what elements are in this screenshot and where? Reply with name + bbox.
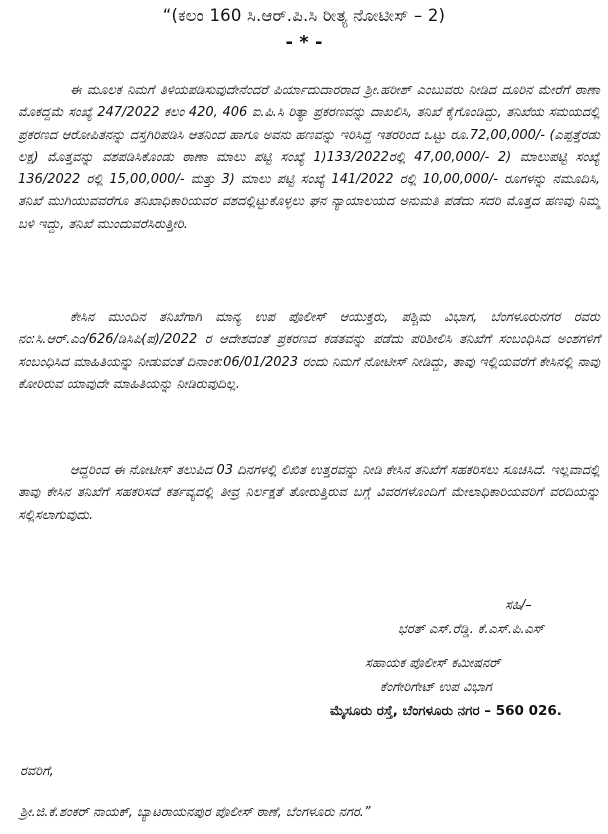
recipient-salutation: ರವರಿಗೆ, [20,764,54,779]
signatory-designation: ಸಹಾಯಕ ಪೊಲೀಸ್ ಕಮೀಷನರ್ [365,656,501,671]
paragraph-1-text: ಈ ಮೂಲಕ ನಿಮಗೆ ತಿಳಿಯಪಡಿಸುವುದೇನೆಂದರೆ ಪಿರ್ಯಾದುದಾರರಾದ ಶ್ರೀ.ಹರೀಶ್ ಎಂಬುವರು ನೀಡಿದ ದೂರಿನ ಮೇರೆಗೆ ಠಾಣಾ ಮೊಕದ್ದಮೆ ಸಂಖ್ಯೆ 247/2022 ಕಲಂ 420, 406 ಐ.ಪಿ.ಸಿ ರಿತ್ಯಾ ಪ್ರಕರಣವನ್ನು ದಾಖಲಿಸಿ, ತನಿಖೆ ಕೈಗೊಂಡಿದ್ದು, ತನಿಖೆಯ ಸಮಯದಲ್ಲಿ ಪ್ರಕರಣದ ಆರೋಪಿತನನ್ನು ದಸ್ತಗಿರಿಪಡಿಸಿ ಆತನಿಂದ ಹಾಗೂ ಅವನು ಹಣವನ್ನು ಇರಿಸಿದ್ದ ಇತರರಿಂದ ಒಟ್ಟು ರೂ.72,00,000/- (ಎಪ್ಪತ್ತೆರಡು ಲಕ್ಷ) ಮೊತ್ತವನ್ನು ವಶಪಡಿಸಿಕೊಂಡು ಠಾಣಾ ಮಾಲು ಪಟ್ಟಿ ಸಂಖ್ಯೆ 1)133/2022ರಲ್ಲಿ 47,00,000/- 2) ಮಾಲುಪಟ್ಟಿ ಸಂಖ್ಯೆ 136/2022 ರಲ್ಲಿ 15,00,000/- ಮತ್ತು 3) ಮಾಲು ಪಟ್ಟಿ ಸಂಖ್ಯೆ 141/2022 ರಲ್ಲಿ 10,00,000/- ರೂಗಳನ್ನು ನಮೂದಿಸಿ, ತನಿಖೆ ಮುಗಿಯುವವರೆಗೂ ತನಿಖಾಧಿಕಾರಿಯವರ ವಶದಲ್ಲಿಟ್ಟುಕೊಳ್ಳಲು ಘನ ನ್ಯಾಯಾಲಯದ ಅನುಮತಿ ಪಡೆದು ಸದರಿ ಮೊತ್ತದ ಹಣವು ನಿಮ್ಮ ಬಳಿ ಇದ್ದು, ತನಿಖೆ ಮುಂದುವರೆಸಿರುತ್ತೀರಿ. [18,83,600,232]
signatory-division: ಕೆಂಗೇರಿಗೇಟ್ ಉಪ ವಿಭಾಗ [380,680,492,695]
title-separator: - * - [285,32,323,53]
signatory-address: ಮೈಸೂರು ರಸ್ತೆ, ಬೆಂಗಳೂರು ನಗರ – 560 026. [330,703,562,719]
signatory-name: ಭರತ್ ಎಸ್.ರೆಡ್ಡಿ. ಕೆ.ಎಸ್.ಪಿ.ಎಸ್ [398,622,544,637]
paragraph-case-details [18,80,600,236]
paragraph-3-text: ಆದ್ದರಿಂದ ಈ ನೋಟೀಸ್ ತಲುಪಿದ 03 ದಿನಗಳಲ್ಲಿ ಲಿಖಿತ ಉತ್ತರವನ್ನು ನೀಡಿ ಕೇಸಿನ ತನಿಖೆಗೆ ಸಹಕರಿಸಲು ಸೂಚಿಸಿದೆ. ಇಲ್ಲವಾದಲ್ಲಿ ತಾವು ಕೇಸಿನ ತನಿಖೆಗೆ ಸಹಕರಿಸದೆ ಕರ್ತವ್ಯದಲ್ಲಿ ತೀವ್ರ ನಿರ್ಲಕ್ಷತೆ ತೋರುತ್ತಿರುವ ಬಗ್ಗೆ ವಿವರಗಳೊಂದಿಗೆ ಮೇಲಾಧಿಕಾರಿಯವರಿಗೆ ವರದಿಯನ್ನು ಸಲ್ಲಿಸಲಾಗುವುದು. [18,463,600,523]
paragraph-2-text: ಕೇಸಿನ ಮುಂದಿನ ತನಿಖೆಗಾಗಿ ಮಾನ್ಯ ಉಪ ಪೊಲೀಸ್ ಆಯುಕ್ತರು, ಪಶ್ಚಿಮ ವಿಭಾಗ, ಬೆಂಗಳೂರುನಗರ ರವರು ನಂ:ಸಿ.ಆರ್.ಎಂ/626/ಡಿಸಿಪಿ(ಪ)/2022 ರ ಆದೇಶದಂತೆ ಪ್ರಕರಣದ ಕಡತವನ್ನು ಪಡೆದು ಪರಿಶೀಲಿಸಿ ತನಿಖೆಗೆ ಸಂಬಂಧಿಸಿದ ಅಂಶಗಳಿಗೆ ಸಂಬಂಧಿಸಿದ ಮಾಹಿತಿಯನ್ನು ನೀಡುವಂತೆ ದಿನಾಂಕ:06/01/2023 ರಂದು ನಿಮಗೆ ನೋಟೀಸ್ ನೀಡಿದ್ದು, ತಾವು ಇಲ್ಲಿಯವರೆಗೆ ಕೇಸಿನಲ್ಲಿ ನಾವು ಕೋರಿರುವ ಯಾವುದೇ ಮಾಹಿತಿಯನ್ನು ನೀಡಿರುವುದಿಲ್ಲ. [18,310,600,392]
signed-mark: ಸಹಿ/– [505,598,532,613]
notice-title: “(ಕಲಂ 160 ಸಿ.ಆರ್.ಪಿ.ಸಿ ರೀತ್ಯ ನೋಟೀಸ್ – 2) [162,6,446,25]
paragraph-investigation-order [18,307,600,396]
recipient-line: ಶ್ರೀ.ಜಿ.ಕೆ.ಶಂಕರ್ ನಾಯಕ್, ಬ್ಯಾಟರಾಯನಪುರ ಪೊಲೀಸ್ ಠಾಣೆ, ಬೆಂಗಳೂರು ನಗರ.” [20,805,371,820]
paragraph-directive [18,460,600,527]
